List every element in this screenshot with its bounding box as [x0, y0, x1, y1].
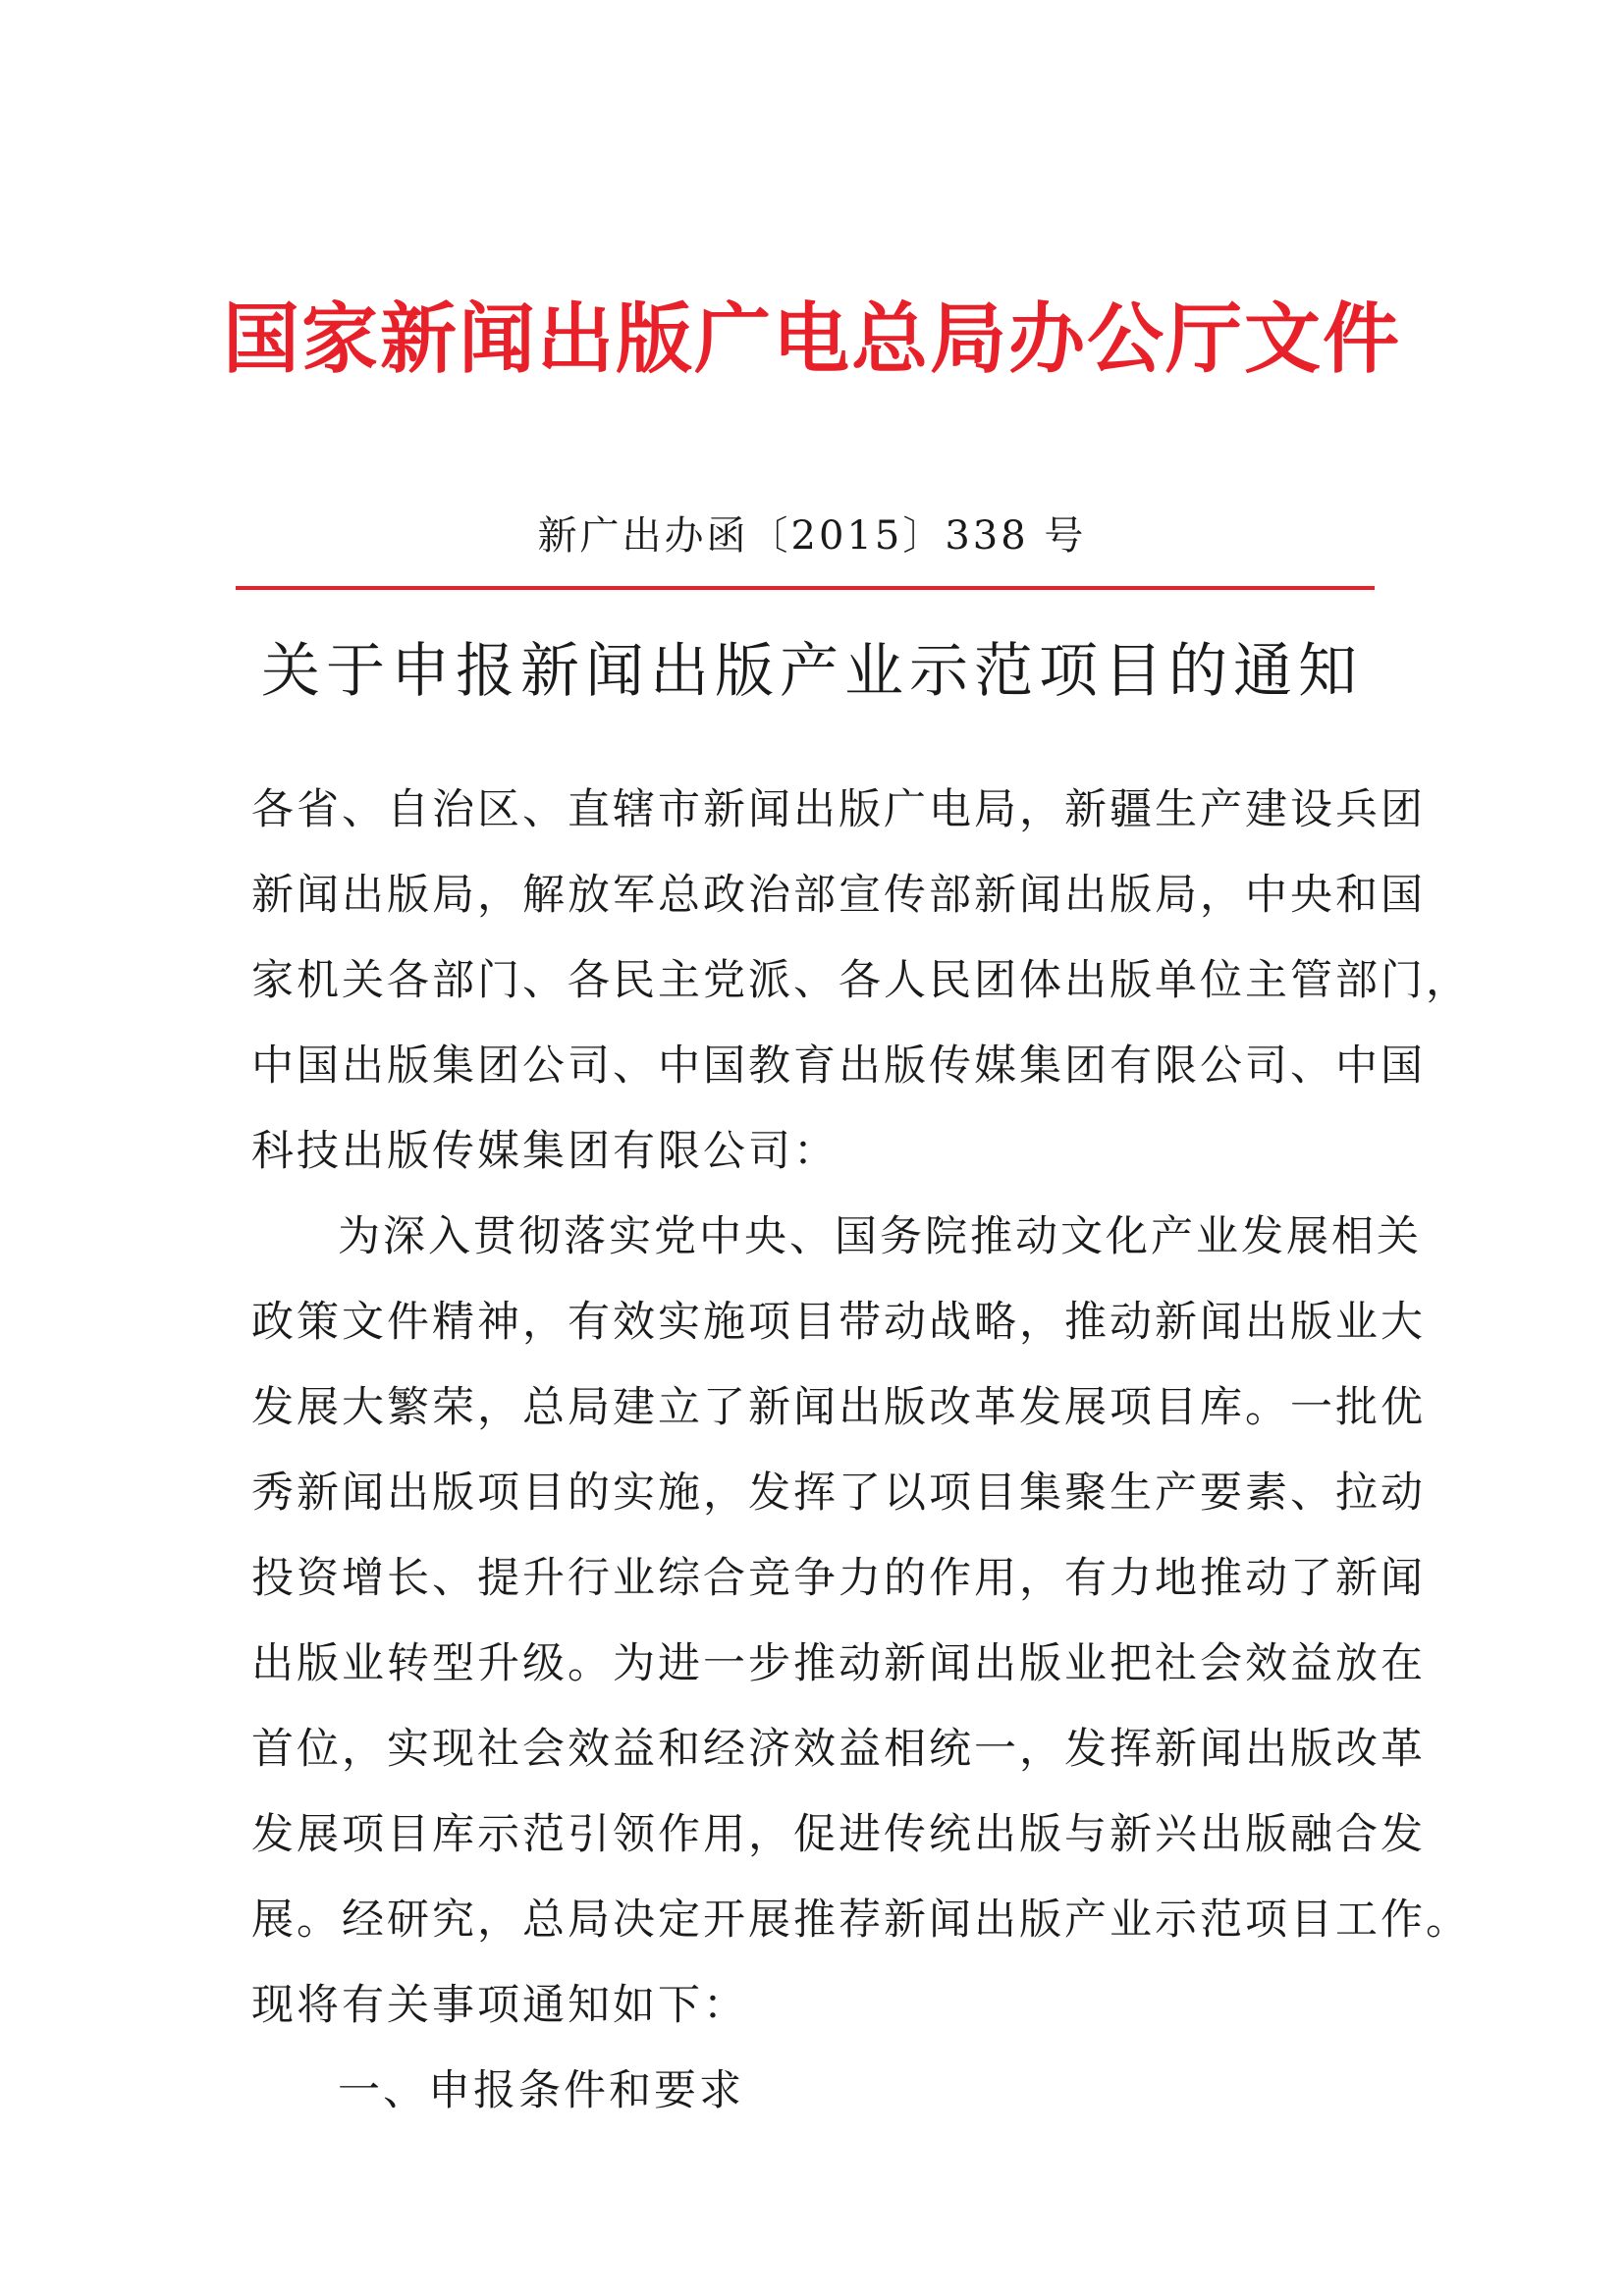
document-number: 新广出办函〔2015〕338 号 [537, 513, 1087, 559]
paragraph-line: 政策文件精神，有效实施项目带动战略，推动新闻出版业大 [251, 1298, 1426, 1347]
body-paragraph-1 [251, 1195, 1471, 2049]
recipients-line: 新闻出版局，解放军总政治部宣传部新闻出版局，中央和国 [251, 871, 1426, 920]
paragraph-line: 出版业转型升级。为进一步推动新闻出版业把社会效益放在 [251, 1639, 1426, 1688]
recipients-paragraph [251, 768, 1471, 1195]
section-heading-1: 一、申报条件和要求 [338, 2066, 744, 2115]
recipients-line: 中国出版集团公司、中国教育出版传媒集团有限公司、中国 [251, 1041, 1426, 1091]
paragraph-line: 投资增长、提升行业综合竞争力的作用，有力地推动了新闻 [251, 1554, 1426, 1603]
paragraph-line: 现将有关事项通知如下： [251, 1981, 748, 2030]
paragraph-line: 为深入贯彻落实党中央、国务院推动文化产业发展相关 [338, 1212, 1422, 1261]
paragraph-line: 发展大繁荣，总局建立了新闻出版改革发展项目库。一批优 [251, 1383, 1426, 1432]
notice-title: 关于申报新闻出版产业示范项目的通知 [261, 637, 1363, 706]
red-divider-line [236, 586, 1375, 590]
recipients-line: 家机关各部门、各民主党派、各人民团体出版单位主管部门， [251, 956, 1471, 1005]
recipients-line: 各省、自治区、直辖市新闻出版广电局，新疆生产建设兵团 [251, 785, 1426, 834]
paragraph-line: 秀新闻出版项目的实施，发挥了以项目集聚生产要素、拉动 [251, 1468, 1426, 1518]
agency-header-title: 国家新闻出版广电总局办公厅文件 [222, 295, 1401, 384]
recipients-line: 科技出版传媒集团有限公司： [251, 1127, 839, 1176]
paragraph-line: 展。经研究，总局决定开展推荐新闻出版产业示范项目工作。 [251, 1896, 1471, 1945]
paragraph-line: 首位，实现社会效益和经济效益相统一，发挥新闻出版改革 [251, 1725, 1426, 1774]
document-body [251, 768, 1471, 2134]
paragraph-line: 发展项目库示范引领作用，促进传统出版与新兴出版融合发 [251, 1810, 1426, 1859]
